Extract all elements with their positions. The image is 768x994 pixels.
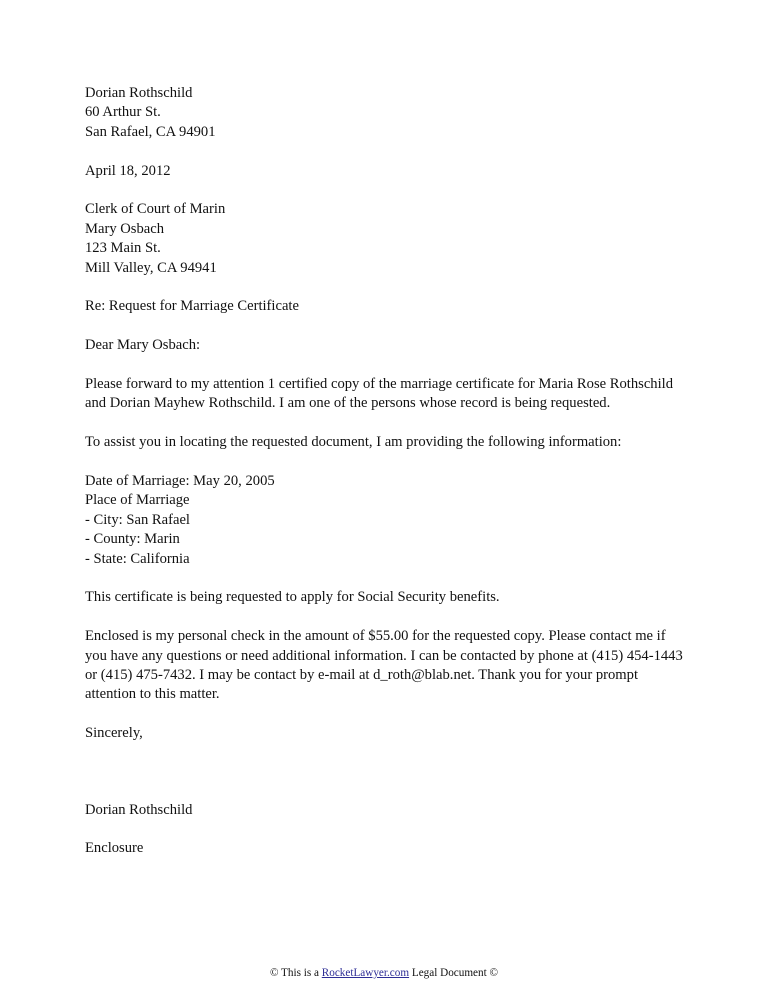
letter-date: April 18, 2012	[85, 162, 171, 179]
subject-line-block	[85, 297, 687, 316]
sender-street: 60 Arthur St.	[85, 104, 161, 121]
detail-place-of-marriage: Place of Marriage	[85, 492, 190, 509]
sender-name: Dorian Rothschild	[85, 85, 193, 101]
signature-name: Dorian Rothschild	[85, 801, 193, 818]
body-paragraph-4: Enclosed is my personal check in the amount of $55.00 for the requested copy. Please contact me if you have any questions or need additional information. I can be contacted by phone at (415) 454-1443 or (415) 475-7432. I may be contact by e-mail at d_roth@blab.net. Thank you for your prompt attention to this matter.	[85, 628, 683, 703]
valediction-block	[85, 724, 687, 743]
rocketlawyer-link[interactable]: RocketLawyer.com	[321, 967, 410, 979]
signature-name-block	[85, 801, 687, 820]
salutation-block	[85, 336, 687, 355]
detail-county: - County: Marin	[85, 531, 180, 548]
footer-suffix-text: Legal Document ©	[409, 967, 499, 979]
page-footer	[0, 966, 768, 981]
recipient-city-state-zip: Mill Valley, CA 94941	[85, 259, 217, 276]
detail-city: - City: San Rafael	[85, 511, 190, 528]
footer-prefix-text: © This is a	[269, 967, 322, 979]
sender-address-block	[85, 84, 687, 142]
recipient-office: Clerk of Court of Marin	[85, 201, 226, 218]
body-paragraph-1: Please forward to my attention 1 certified copy of the marriage certificate for Maria Rose Rothschild and Dorian Mayhew Rothschild. I am one of the persons whose record is being requested.	[85, 376, 673, 412]
subject-line: Re: Request for Marriage Certificate	[85, 298, 299, 315]
letter-content	[85, 84, 687, 859]
marriage-details-block	[85, 472, 687, 569]
body-paragraph-3: This certificate is being requested to apply for Social Security benefits.	[85, 589, 500, 606]
body-paragraph-2: To assist you in locating the requested document, I am providing the following information:	[85, 434, 622, 451]
salutation: Dear Mary Osbach:	[85, 337, 201, 354]
sender-city-state-zip: San Rafael, CA 94901	[85, 123, 216, 140]
letter-date-block	[85, 162, 687, 181]
recipient-street: 123 Main St.	[85, 240, 161, 257]
valediction: Sincerely,	[85, 725, 143, 742]
detail-state: - State: California	[85, 550, 190, 567]
recipient-address-block	[85, 200, 687, 278]
enclosure-label: Enclosure	[85, 840, 144, 857]
detail-date-of-marriage: Date of Marriage: May 20, 2005	[85, 473, 275, 490]
signature-space	[85, 744, 687, 801]
recipient-name: Mary Osbach	[85, 220, 165, 237]
enclosure-block	[85, 839, 687, 858]
